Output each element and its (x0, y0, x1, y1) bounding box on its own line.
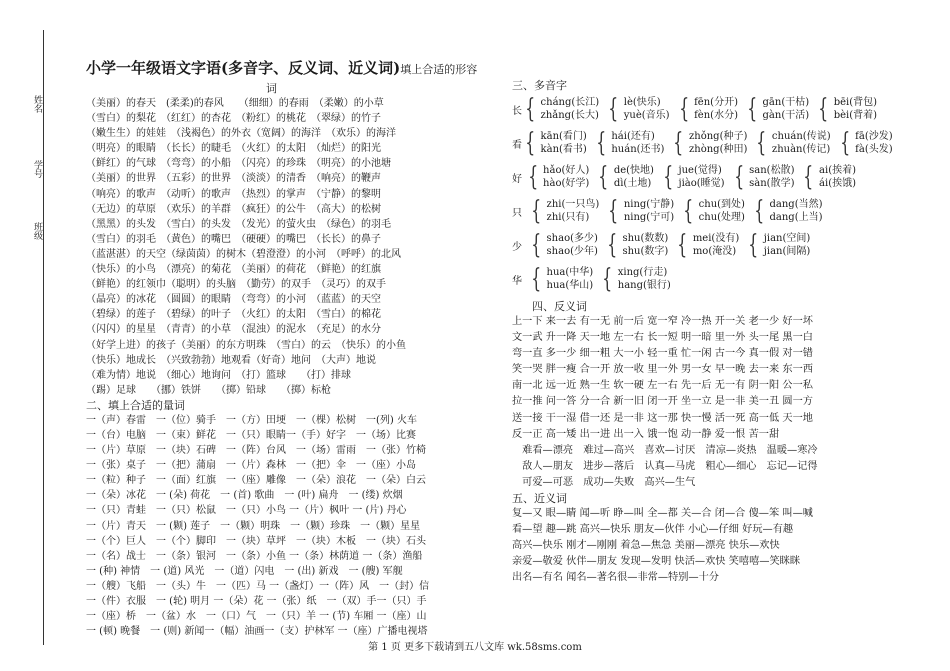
measure-word-line: 一（名）战士 一（条）银河 一（条）小鱼 一（条）林荫道 一（条）渔船 (86, 550, 423, 562)
brace-mark: { (678, 94, 689, 124)
pinyin-word: chuán(传说) (771, 131, 831, 142)
antonym-line: 可爱—可恶 成功—失败 高兴—生气 (512, 476, 696, 488)
measure-word-line: 一 (种) 神情 一 (道) 风光 一（道）闪电 一 (出) 新戏 一 (艘) 军舰 (86, 565, 403, 577)
pinyin-word: fèn(水分) (694, 110, 738, 121)
measure-word-line: 一（朵）冰花 一 (朵) 荷花 一 (首) 歌曲 一 (叶) 扁舟 一 (缕) 炊烟 (86, 490, 403, 502)
pinyin-word: jian(空间) (763, 233, 811, 244)
polyphone-char: 只 (512, 207, 522, 219)
title-text: 小学一年级语文字语(多音字、反义词、近义词) (86, 59, 401, 77)
measure-word-line: 一 (顿) 晚餐 一 (则) 新闻一（幅）油画一（支）护林军 一（座）广播电视塔 (86, 626, 428, 638)
brace-mark: { (527, 162, 538, 192)
pinyin-word: hang(银行) (617, 280, 671, 291)
pinyin-word: fēn(分开) (694, 97, 738, 108)
right-column (512, 78, 893, 587)
adjective-list (86, 96, 498, 398)
pinyin-word: shao(少年) (546, 246, 598, 257)
measure-word-line: 一（粒）种子 一（面）红旗 一（座）雕像 一（朵）浪花 一（朵）白云 (86, 475, 426, 487)
antonym-line: 拉一推 问一答 分一合 新一旧 闭一开 坐一立 是一非 美一丑 圆一方 (512, 396, 813, 408)
brace-mark: { (839, 128, 850, 158)
pinyin-pair (763, 96, 810, 122)
pinyin-pair (819, 164, 856, 190)
pinyin-pair (624, 198, 674, 224)
synonym-line: 看—望 趣—跳 高兴—快乐 朋友—伙伴 小心—仔细 好玩—有趣 (512, 524, 794, 536)
polyphone-char: 好 (512, 173, 522, 185)
measure-word-line: 一（片）青天 一 (颗) 莲子 一（颗）明珠 一（颗）珍珠 一（颗）星星 (86, 520, 421, 532)
brace-mark: { (608, 94, 619, 124)
polyphone-group (512, 94, 878, 124)
adjective-line: （美丽）的世界 （五彩）的世界 （淡淡）的清香 （响亮）的鞭声 (86, 173, 381, 185)
pinyin-pair (679, 164, 725, 190)
brace-mark: { (754, 196, 765, 226)
pinyin-word: fà(头发) (855, 144, 893, 155)
pinyin-pair (855, 130, 892, 156)
pinyin-word: de(快地) (613, 165, 654, 176)
pinyin-pair (770, 198, 823, 224)
pinyin-pair (693, 232, 739, 258)
measure-word-line: 一（座）桥 一（盆）水 一（口）气 一（只）羊 一 (节) 车厢 一（座）山 (86, 611, 427, 623)
adjective-line: （踢）足球 （挪）铁饼 （掷）铅球 （掷）标枪 (86, 384, 331, 396)
adjective-line: （快乐）地成长 （兴致勃勃）地观看（好奇）地问 （大声）地说 (86, 354, 376, 366)
pinyin-word: bēi(背包) (833, 97, 878, 108)
pinyin-pair (614, 164, 654, 190)
adjective-line: （闪闪）的星星 （青青）的小草 （混浊）的泥水 （充足）的水分 (86, 324, 381, 336)
pinyin-word: huán(还书) (611, 144, 665, 155)
pinyin-word: ái(挨饿) (819, 178, 856, 189)
pinyin-word: ning(宁静) (623, 199, 675, 210)
antonym-line: 反一正 高一矮 出一进 出一入 饿一饱 动一静 爱一恨 苦一甜 (512, 428, 780, 440)
pinyin-pair (622, 232, 668, 258)
name-label: 姓名 (32, 95, 42, 113)
polyphone-char: 看 (512, 139, 522, 151)
polyphone-group (512, 231, 862, 259)
pinyin-word: ai(挨着) (819, 165, 856, 176)
pinyin-pair (547, 198, 600, 224)
pinyin-word: zhi(一只鸟) (546, 199, 600, 210)
brace-mark: { (525, 128, 536, 158)
pinyin-pair (541, 130, 587, 156)
adjective-line: （雪白）的梨花 （红红）的杏花 （粉红）的桃花 （翠绿）的竹子 (86, 113, 381, 125)
pinyin-word: zhuàn(传记) (771, 144, 831, 155)
pinyin-word: jiào(睡觉) (678, 178, 725, 189)
antonym-line: 送一接 干一湿 借一还 是一非 这一那 快一慢 活一死 高一低 天一地 (512, 412, 813, 424)
pinyin-word: hǎo(好人) (543, 165, 590, 176)
pinyin-pair (541, 96, 600, 122)
pinyin-pair (772, 130, 831, 156)
class-label: 班级 (32, 222, 42, 240)
pinyin-word: zhǎng(长大) (540, 110, 599, 121)
polyphone-group (512, 197, 862, 225)
pinyin-pair (547, 232, 598, 258)
antonym-line: 难看—漂亮 难过—高兴 喜欢—讨厌 清凉—炎热 温暖—寒冷 (512, 444, 818, 456)
brace-mark: { (803, 162, 814, 192)
brace-mark: { (531, 196, 542, 226)
pinyin-pair (618, 266, 671, 292)
measure-word-line: 一（艘）飞船 一（头）牛 一（匹）马 一（盏灯）一（阵）风 一（封）信 (86, 580, 430, 592)
brace-mark: { (677, 230, 688, 260)
antonym-line: 笑一哭 胖一瘦 合一开 放一收 里一外 男一女 早一晚 去一来 东一西 (512, 364, 813, 376)
pinyin-pair (611, 130, 664, 156)
antonym-line: 敌人—朋友 进步—落后 认真—马虎 粗心—细心 忘记—记得 (512, 460, 818, 472)
brace-mark: { (673, 128, 684, 158)
pinyin-word: hua(华山) (546, 280, 594, 291)
pinyin-pair (689, 130, 747, 156)
pinyin-word: fā(沙发) (855, 131, 893, 142)
measure-word-line: 一（声）春雷 一（位）骑手 一（方）田埂 一（棵）松树 一(列) 火车 (86, 414, 417, 426)
pinyin-pair (834, 96, 877, 122)
adjective-line: （响亮）的歌声 （动听）的歌声 （热烈）的掌声 （宁静）的黎明 (86, 188, 381, 200)
pinyin-word: chu(到处) (698, 199, 745, 210)
pinyin-word: bèi(背着) (833, 110, 878, 121)
pinyin-word: dang(上当) (769, 212, 823, 223)
measure-word-line: 一（张）桌子 一（把）蒲扇 一（片）森林 一（把）伞 一（座）小岛 (86, 460, 416, 472)
synonym-line: 亲爱—敬爱 伙伴—朋友 发现—发明 快活—欢快 笑嘻嘻—笑眯眯 (512, 556, 801, 568)
section3-title: 三、多音字 (512, 79, 567, 92)
antonym-list (512, 314, 862, 491)
pinyin-word: san(松散) (749, 165, 795, 176)
synonym-line: 出名—有名 闻名—著名很—非常—特别—十分 (512, 572, 719, 584)
pinyin-word: shao(多少) (546, 233, 598, 244)
brace-mark: { (608, 196, 619, 226)
brace-mark: { (747, 94, 758, 124)
adjective-line: （明亮）的眼睛 （长长）的睫毛 （火红）的太阳 （灿烂）的阳光 (86, 143, 381, 155)
pinyin-word: mei(没有) (692, 233, 740, 244)
polyphone-char: 华 (512, 275, 522, 287)
pinyin-word: mo(淹没) (692, 246, 737, 257)
pinyin-word: shu(数字) (622, 246, 669, 257)
left-column (86, 58, 498, 639)
student-no-label: 学号 (32, 160, 42, 178)
pinyin-word: gàn(干活) (762, 110, 810, 121)
pinyin-word: dang(当然) (769, 199, 823, 210)
pinyin-word: xing(行走) (617, 267, 668, 278)
antonym-line: 文一武 升一降 天一地 左一右 长一短 明一暗 里一外 头一尾 黑一白 (512, 332, 813, 344)
polyphone-group (512, 163, 862, 191)
subtitle-continued: 词 (266, 82, 277, 95)
synonym-list (512, 506, 862, 586)
synonym-line: 复—又 眼—睛 闻—听 睁—叫 全—都 关—合 闭—合 傻—笨 叫—喊 (512, 508, 813, 520)
page-footer: 第 1 页 更多下载请到五八文库 wk.58sms.com (368, 642, 582, 653)
pinyin-pair (547, 266, 594, 292)
pinyin-word: jian(间隔) (763, 246, 811, 257)
brace-mark: { (525, 94, 536, 124)
pinyin-word: yuè(音乐) (623, 110, 670, 121)
brace-mark: { (733, 162, 744, 192)
brace-mark: { (756, 128, 767, 158)
pinyin-word: hào(好学) (543, 178, 590, 189)
antonym-line: 弯一直 多一少 细一粗 大一小 轻一重 忙一闲 古一今 真一假 对一错 (512, 348, 813, 360)
measure-word-line: 一（只）青蛙 一（只）松鼠 一（只）小鸟 一（片）枫叶 一 (片) 丹心 (86, 505, 407, 517)
adjective-line: （鲜艳）的红领巾（聪明）的头脑 （勤劳）的双手 （灵巧）的双手 (86, 279, 386, 291)
pinyin-word: hua(中华) (546, 267, 594, 278)
adjective-line: （嫩生生）的娃娃 （浅褐色）的外衣（宽阔）的海洋 （欢乐）的海洋 (86, 128, 396, 140)
pinyin-word: ning(宁可) (623, 212, 675, 223)
brace-mark: { (663, 162, 674, 192)
adjective-line: （美丽）的春天 (柔柔)的春风 （细细）的春雨 （柔嫩）的小草 (86, 98, 384, 109)
pinyin-pair (699, 198, 745, 224)
adjective-line: （雪白）的羽毛 （黄色）的嘴巴 （硬硬）的嘴巴 （长长）的鼻子 (86, 233, 381, 245)
measure-word-line: 一（个）巨人 一（个）脚印 一（块）草坪 一（块）木板 一（块）石头 (86, 535, 426, 547)
pinyin-word: chu(处理) (698, 212, 745, 223)
adjective-line: （无边）的草原 （欢乐）的羊群 （疯狂）的公牛 （高大）的松树 (86, 203, 381, 215)
brace-mark: { (531, 264, 542, 294)
brace-mark: { (683, 196, 694, 226)
adjective-line: （碧绿）的莲子 （碧绿）的叶子 （火红）的太阳 （雪白）的棉花 (86, 309, 381, 321)
synonym-line: 高兴—快乐 刚才—刚刚 着急—焦急 美丽—漂亮 快乐—欢快 (512, 540, 780, 552)
adjective-line: （晶亮）的冰花 （圆圆）的眼睛 （弯弯）的小河 （蓝蓝）的天空 (86, 294, 381, 306)
pinyin-word: gān(干枯) (762, 97, 810, 108)
brace-mark: { (607, 230, 618, 260)
polyphone-group (512, 128, 893, 158)
pinyin-word: sàn(散学) (749, 178, 795, 189)
brace-mark: { (598, 162, 609, 192)
pinyin-word: zhǒng(种子) (689, 131, 748, 142)
pinyin-pair (624, 96, 670, 122)
pinyin-word: lè(快乐) (623, 97, 661, 108)
pinyin-word: kàn(看书) (540, 144, 587, 155)
section4-title: 四、反义词 (532, 300, 587, 313)
section5-title: 五、近义词 (512, 492, 567, 506)
page-title (86, 58, 498, 80)
subtitle-text: 填上合适的形容 (400, 63, 478, 76)
pinyin-word: hái(还有) (611, 131, 655, 142)
pinyin-pair (764, 232, 811, 258)
adjective-line: （快乐）的小鸟 （漂亮）的菊花 （美丽）的荷花 （鲜艳）的红旗 (86, 264, 381, 276)
adjective-line: （难为情）地说 （细心）地询问 （打）篮球 （打）排球 (86, 369, 351, 381)
polyphone-char: 少 (512, 241, 522, 253)
brace-mark: { (596, 128, 607, 158)
measure-word-line: 一（件）衣服 一 (轮) 明月 一（朵）花 一（张）纸 一（双）手一（只）手 (86, 596, 427, 607)
pinyin-word: zhòng(种田) (689, 144, 748, 155)
pinyin-pair (694, 96, 738, 122)
polyphone-groups (512, 94, 893, 294)
pinyin-word: cháng(长江) (540, 97, 600, 108)
brace-mark: { (531, 230, 542, 260)
polyphone-group (512, 265, 862, 293)
polyphone-char: 长 (512, 105, 522, 117)
measure-word-line: 一（台）电脑 一（束）鲜花 一（只）眼睛一（手）好字 一（场）比赛 (86, 429, 416, 441)
pinyin-word: shu(数数) (622, 233, 669, 244)
brace-mark: { (748, 230, 759, 260)
antonym-line: 上一下 来一去 有一无 前一后 宽一窄 冷一热 开一关 老一少 好一坏 (512, 316, 813, 327)
section2-title: 二、填上合适的量词 (86, 398, 185, 412)
adjective-line: （好学上进）的孩子（美丽）的东方明珠 （雪白）的云 （快乐）的小鱼 (86, 339, 406, 351)
pinyin-word: kān(看门) (540, 131, 587, 142)
pinyin-pair (543, 164, 589, 190)
pinyin-pair (749, 164, 794, 190)
adjective-line: （黑黑）的头发 （雪白）的头发 （发光）的萤火虫 （绿色）的羽毛 (86, 218, 391, 230)
measure-word-list (86, 413, 498, 639)
pinyin-word: zhi(只有) (546, 212, 590, 223)
brace-mark: { (602, 264, 613, 294)
antonym-line: 南一北 远一近 熟一生 软一硬 左一右 先一后 无一有 阴一阳 公一私 (512, 380, 813, 392)
pinyin-word: dì(土地) (613, 178, 652, 189)
adjective-line: （鲜红）的气球 （弯弯）的小船 （闪亮）的珍珠 （明亮）的小池塘 (86, 158, 391, 170)
brace-mark: { (818, 94, 829, 124)
adjective-line: （蓝湛湛）的天空（绿茵茵）的树木（碧澄澄）的小河 （呼呼）的北风 (86, 248, 401, 260)
measure-word-line: 一（片）草原 一（块）石碑 一（阵）台风 一（场）雷雨 一（张）竹椅 (86, 445, 426, 457)
pinyin-word: jue(觉得) (678, 165, 722, 176)
binding-line (43, 30, 44, 645)
